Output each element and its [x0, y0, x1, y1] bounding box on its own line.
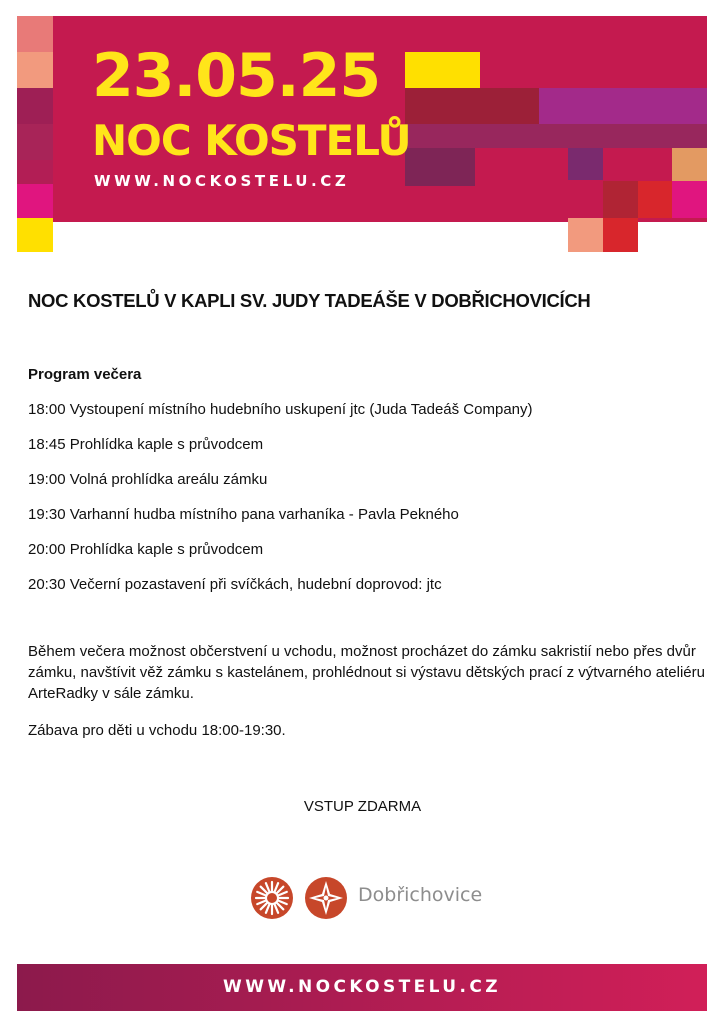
page-title: NOC KOSTELŮ V KAPLI SV. JUDY TADEÁŠE V DOBŘICHOVICÍCH [28, 290, 591, 311]
program-item: 18:00 Vystoupení místního hudebního uskupení jtc (Juda Tadeáš Company) [28, 401, 533, 418]
program-heading: Program večera [28, 366, 142, 383]
event-name: NOC KOSTELŮ [92, 116, 411, 165]
banner-website: WWW.NOCKOSTELU.CZ [94, 172, 350, 190]
program-item: 20:30 Večerní pozastavení při svíčkách, hudební doprovod: jtc [28, 576, 442, 593]
sun-emblem-icon [250, 876, 294, 920]
program-item: 20:00 Prohlídka kaple s průvodcem [28, 541, 264, 558]
cross-emblem-icon [304, 876, 348, 920]
footer-website: WWW.NOCKOSTELU.CZ [223, 977, 501, 997]
program-item: 18:45 Prohlídka kaple s průvodcem [28, 436, 264, 453]
free-entry-note: VSTUP ZDARMA [303, 798, 422, 815]
kids-note: Zábava pro děti u vchodu 18:00-19:30. [28, 722, 286, 739]
program-list [28, 400, 533, 610]
header-banner [0, 0, 725, 255]
info-paragraph: Během večera možnost občerstvení u vchodu, možnost procházet do zámku sakristií nebo přes dvůr zámku, navštívit věž zámku s kastelánem, prohlédnout si výstavu dětských prací z výtvarného ateliéru ArteRadky v sále zámku. [28, 643, 705, 702]
town-logo [250, 876, 483, 920]
program-item: 19:00 Volná prohlídka areálu zámku [28, 471, 268, 488]
program-item: 19:30 Varhanní hudba místního pana varhaníka - Pavla Pekného [28, 506, 459, 523]
event-date: 23.05.25 [92, 41, 381, 111]
footer-banner [17, 964, 707, 1011]
town-name: Dobřichovice [358, 884, 483, 906]
